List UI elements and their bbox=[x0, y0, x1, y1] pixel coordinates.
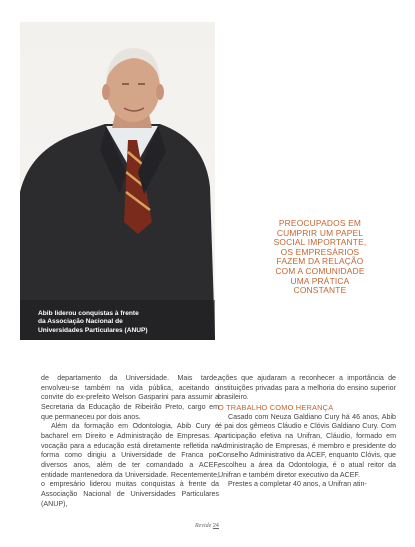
right-column bbox=[218, 374, 396, 490]
body-paragraph: de departamento da Universidade. Mais tarde, envolveu-se também na vida pública, aceitando o convite do ex-prefeito Welson Gasparini para assumir a Secretaria da Educação de Ribeirão Preto, cargo em que permaneceu por dois anos. bbox=[41, 374, 219, 421]
pull-quote-line: CONSTANTE bbox=[293, 285, 347, 296]
magazine-name: Revide bbox=[195, 523, 212, 529]
page-number: 24 bbox=[212, 523, 219, 529]
body-paragraph: Prestes a completar 40 anos, a Unifran atin- bbox=[228, 480, 367, 489]
page-footer bbox=[195, 523, 219, 529]
pull-quote-line: SOCIAL IMPORTANTE, bbox=[273, 237, 367, 248]
pull-quote bbox=[250, 219, 390, 296]
pull-quote-line: CUMPRIR UM PAPEL bbox=[276, 227, 364, 238]
portrait-photo bbox=[20, 22, 215, 340]
pull-quote-line: UMA PRÁTICA bbox=[290, 275, 350, 286]
pull-quote-line: OS EMPRESÁRIOS bbox=[280, 246, 360, 257]
left-column bbox=[41, 374, 219, 509]
body-paragraph: ações que ajudaram a reconhecer a importância de instituições privadas para a melhoria do ensino superior brasileiro. bbox=[218, 374, 396, 402]
pull-quote-line: FAZEM DA RELAÇÃO bbox=[276, 256, 364, 267]
caption-line: Universidades Particulares (ANUP) bbox=[38, 326, 148, 334]
body-paragraph: Além da formação em Odontologia, Abib Cury é bacharel em Direito e Administração de Empresas. A vocação para a educação está diretamente refletida na forma como dirigiu a Universidade de Franca por diversos anos, além de ter comandado a ACEF, entidade mantenedora da Universidade. Recentemente, o empresário liderou muitas conquistas à frente da Associação Nacional de Universidades Particulares (ANUP), bbox=[41, 422, 219, 508]
caption-line: Abib liderou conquistas à frente bbox=[38, 310, 139, 317]
body-paragraph: Casado com Neuza Galdiano Cury há 46 anos, Abib é pai dos gêmeos Cláudio e Clóvis Galdiano Cury. Com participação efetiva na Unifran, Cláudio, formado em Administração de Empresas, é membro e presidente do Conselho Administrativo da ACEF, enquanto Clóvis, que escolheu a área da Odontologia, é o atual reitor da Unifran e também diretor executivo da ACEF. bbox=[218, 412, 396, 479]
photo-caption bbox=[38, 310, 208, 335]
section-heading: O TRABALHO COMO HERANÇA bbox=[218, 402, 334, 412]
caption-line: da Associação Nacional de bbox=[38, 318, 123, 326]
portrait-illustration bbox=[20, 22, 215, 340]
pull-quote-line: PREOCUPADOS EM bbox=[278, 218, 362, 228]
pull-quote-line: COM A COMUNIDADE bbox=[275, 265, 365, 276]
